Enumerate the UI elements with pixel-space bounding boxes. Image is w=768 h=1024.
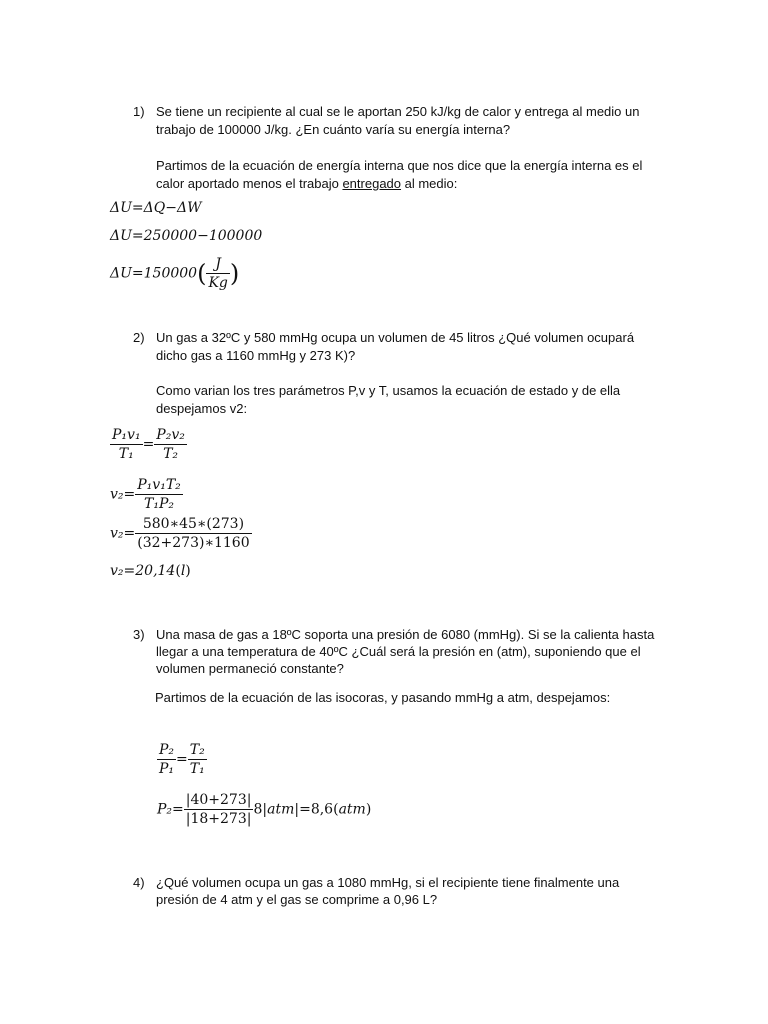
problem-2-explanation-line-1: Como varian los tres parámetros P,v y T, usamos la ecuación de estado y de ella	[156, 383, 621, 398]
problem-2-question-line-2: dicho gas a 1160 mmHg y 273 K)?	[156, 348, 356, 363]
problem-1-equation-3: ΔU=150000( $\frac{J}{Kg}$ )	[110, 256, 240, 291]
problem-3-explanation-line-1: Partimos de la ecuación de las isocoras, y pasando mmHg a atm, despejamos:	[155, 690, 611, 705]
problem-3-number: 3)	[133, 627, 145, 642]
problem-1-equation-1: ΔU=ΔQ−ΔW	[110, 200, 202, 216]
problem-1-question-line-2: trabajo de 100000 J/kg. ¿En cuánto varía su energía interna?	[156, 122, 511, 137]
underlined-word: entregado	[342, 176, 402, 191]
problem-3-equation-1: $\frac{\text{P₂}}{\text{P₁}}$ = $\frac{\text{T₂}}{\text{T₁}}$	[159, 742, 205, 777]
problem-1-question-line-1: Se tiene un recipiente al cual se le aportan 250 kJ/kg de calor y entrega al medio un	[156, 104, 640, 119]
problem-4-question-line-2: presión de 4 atm y el gas se comprime a 0,96 L?	[156, 892, 438, 907]
problem-2-number: 2)	[133, 330, 145, 345]
problem-2-question-line-1: Un gas a 32ºC y 580 mmHg ocupa un volumen de 45 litros ¿Qué volumen ocupará	[156, 330, 635, 345]
problem-1-explanation-line-2: calor aportado menos el trabajo entregado al medio:	[156, 176, 458, 191]
problem-1-explanation-line-1: Partimos de la ecuación de energía interna que nos dice que la energía interna es el	[156, 158, 643, 173]
problem-2-equation-4: v₂=20,14(l)	[110, 563, 191, 579]
problem-2-explanation-line-2: despejamos v2:	[156, 401, 248, 416]
problem-2-equation-2: v₂= $\frac{\text{P₁v₁T₂}}{\text{T₁P₂}}$	[110, 477, 181, 512]
problem-3-equation-2: P₂= $\frac{|40+273|}{|18+273|}$ 8|atm|=8,6(atm)	[157, 792, 372, 827]
problem-3-question-line-1: Una masa de gas a 18ºC soporta una presión de 6080 (mmHg). Si se la calienta hasta	[156, 627, 655, 642]
problem-4-question-line-1: ¿Qué volumen ocupa un gas a 1080 mmHg, si el recipiente tiene finalmente una	[156, 875, 620, 890]
problem-4-number: 4)	[133, 875, 145, 890]
problem-3-question-line-2: llegar a una temperatura de 40ºC ¿Cuál será la presión en (atm), suponiendo que el	[156, 644, 641, 659]
problem-1-number: 1)	[133, 104, 145, 119]
problem-2-equation-3: v₂= $\frac{580∗45∗(273)}{(32+273)∗1160}$	[110, 516, 250, 551]
problem-1-equation-2: ΔU=250000−100000	[110, 228, 263, 244]
units-fraction: $\frac{J}{Kg}$	[208, 256, 228, 291]
problem-3-question-line-3: volumen permaneció constante?	[156, 661, 344, 676]
problem-2-equation-1: $\frac{\text{P₁v₁}}{\text{T₁}}$ = $\frac{\text{P₂v₂}}{\text{T₂}}$	[112, 427, 185, 462]
